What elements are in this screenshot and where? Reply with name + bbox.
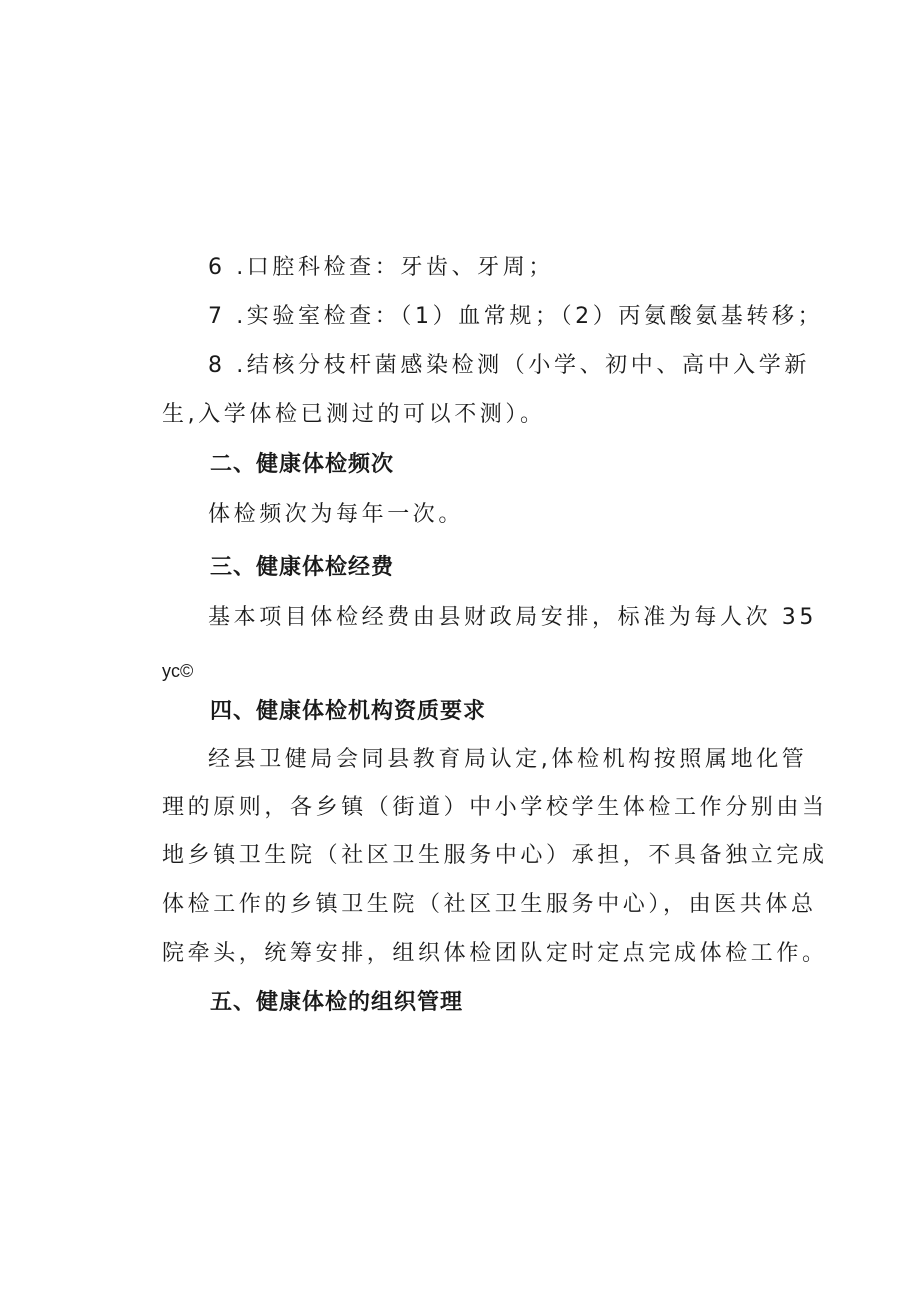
item-lab-exam: 7 .实验室检查：（1）血常规；（2）丙氨酸氨基转移； (208, 304, 824, 329)
paragraph-frequency: 体检频次为每年一次。 (208, 502, 465, 527)
paragraph-funding: 基本项目体检经费由县财政局安排，标准为每人次 35 (208, 605, 817, 630)
item-tb-test: 8 .结核分枝杆菌感染检测（小学、初中、高中入学新 (208, 353, 810, 378)
section-heading-frequency: 二、健康体检频次 (210, 452, 395, 477)
item-oral-exam: 6 .口腔科检查：牙齿、牙周； (208, 255, 554, 280)
paragraph-institution-line-2: 理的原则，各乡镇（街道）中小学校学生体检工作分别由当 (162, 795, 828, 820)
section-heading-organization-management: 五、健康体检的组织管理 (210, 990, 464, 1015)
paragraph-institution-line-3: 地乡镇卫生院（社区卫生服务中心）承担，不具备独立完成 (162, 843, 828, 868)
section-heading-institution-qualification: 四、健康体检机构资质要求 (210, 699, 487, 724)
item-tb-test-continued: 生,入学体检已测过的可以不测）。 (162, 402, 546, 427)
paragraph-funding-garbled-text: yc© (162, 661, 194, 681)
paragraph-institution-line-5: 院牵头，统筹安排，组织体检团队定时定点完成体检工作。 (162, 941, 828, 966)
section-heading-funding: 三、健康体检经费 (210, 555, 395, 580)
paragraph-institution-line-1: 经县卫健局会同县教育局认定,体检机构按照属地化管 (208, 747, 808, 772)
paragraph-institution-line-4: 体检工作的乡镇卫生院（社区卫生服务中心），由医共体总 (162, 892, 817, 917)
